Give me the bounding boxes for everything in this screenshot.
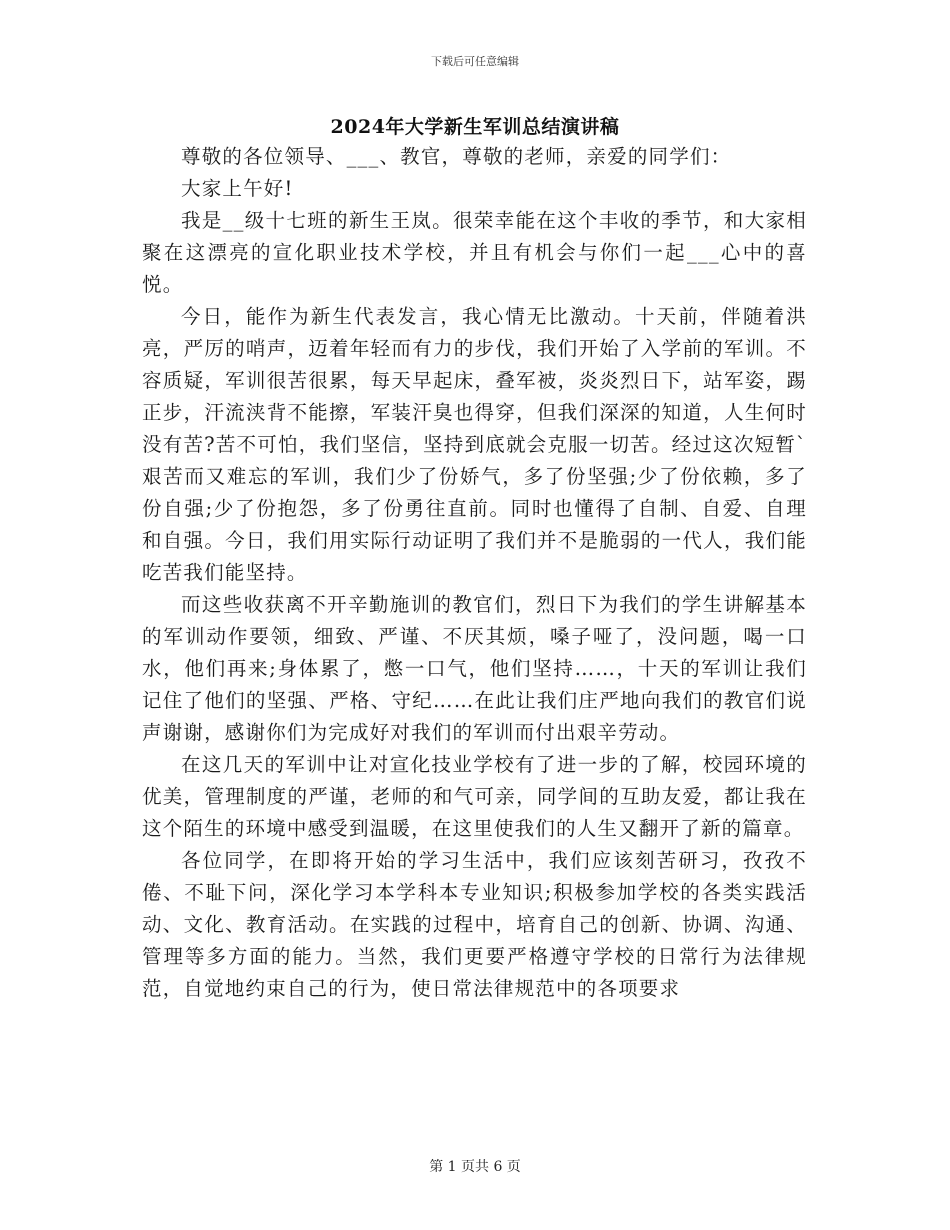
page-number: 第 1 页共 6 页 bbox=[429, 1159, 521, 1175]
paragraph-greeting: 大家上午好! bbox=[181, 177, 294, 200]
paragraph-salutation: 尊敬的各位领导、___、教官，尊敬的老师，亲爱的同学们： bbox=[181, 145, 732, 168]
document-body bbox=[142, 141, 807, 1005]
document-title: 2024年大学新生军训总结演讲稿 bbox=[330, 116, 620, 138]
paragraph-training-experience: 今日，能作为新生代表发言，我心情无比激动。十天前，伴随着洪亮，严厉的哨声，迈着年轻而有力的步伐，我们开始了入学前的军训。不容质疑，军训很苦很累，每天早起床，叠军被，炎炎烈日下，站军姿，踢正步，汗流浃背不能擦，军装汗臭也得穿，但我们深深的知道，人生何时没有苦?苦不可怕，我们坚信，坚持到底就会克服一切苦。经过这次短暂`艰苦而又难忘的军训，我们少了份娇气，多了份坚强;少了份依赖，多了份自强;少了份抱怨，多了份勇往直前。同时也懂得了自制、自爱、自理和自强。今日，我们用实际行动证明了我们并不是脆弱的一代人，我们能吃苦我们能坚持。 bbox=[142, 305, 807, 584]
paragraph-school-impression: 在这几天的军训中让对宣化技业学校有了进一步的了解，校园环境的优美，管理制度的严谨，老师的和气可亲，同学间的互助友爱，都让我在这个陌生的环境中感受到温暖，在这里使我们的人生又翻开了新的篇章。 bbox=[142, 753, 807, 840]
header-note: 下载后可任意编辑 bbox=[431, 55, 519, 68]
paragraph-thanks-instructors: 而这些收获离不开辛勤施训的教官们，烈日下为我们的学生讲解基本的军训动作要领，细致、严谨、不厌其烦，嗓子哑了，没问题，喝一口水，他们再来;身体累了，憋一口气，他们坚持……，十天的军训让我们记住了他们的坚强、严格、守纪……在此让我们庄严地向我们的教官们说声谢谢，感谢你们为完成好对我们的军训而付出艰辛劳动。 bbox=[142, 593, 807, 744]
paragraph-introduction: 我是__级十七班的新生王岚。很荣幸能在这个丰收的季节，和大家相聚在这漂亮的宣化职业技术学校，并且有机会与你们一起___心中的喜悦。 bbox=[142, 209, 807, 296]
paragraph-study-expectations: 各位同学，在即将开始的学习生活中，我们应该刻苦研习，孜孜不倦、不耻下问，深化学习本学科本专业知识;积极参加学校的各类实践活动、文化、教育活动。在实践的过程中，培育自己的创新、协调、沟通、管理等多方面的能力。当然，我们更要严格遵守学校的日常行为法律规范，自觉地约束自己的行为，使日常法律规范中的各项要求 bbox=[142, 849, 807, 1000]
